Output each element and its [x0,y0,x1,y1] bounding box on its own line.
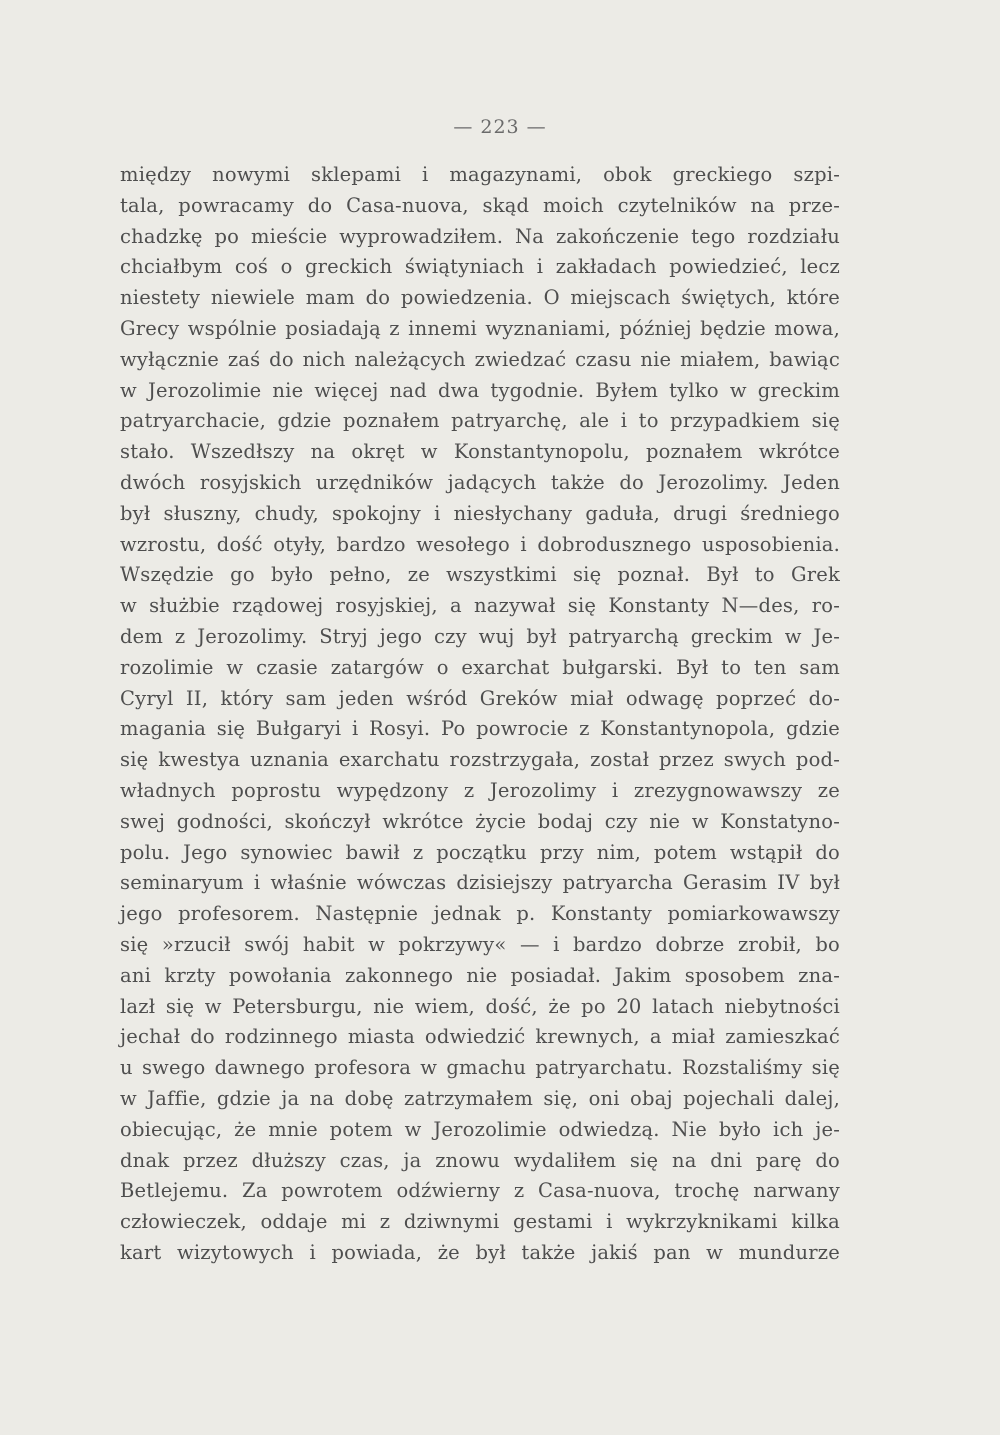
text-line: wzrostu, dość otyły, bardzo wesołego i dobrodusznego usposobienia. [120,532,840,556]
text-line: kart wizytowych i powiada, że był także jakiś pan w mundurze [120,1240,840,1264]
text-line: się »rzucił swój habit w pokrzywy« — i bardzo dobrze zrobił, bo [120,932,840,956]
text-line: polu. Jego synowiec bawił z początku przy nim, potem wstąpił do [120,840,840,864]
text-line: obiecując, że mnie potem w Jerozolimie odwiedzą. Nie było ich je- [120,1117,840,1141]
text-line: dem z Jerozolimy. Stryj jego czy wuj był patryarchą greckim w Je- [120,624,840,648]
text-line: niestety niewiele mam do powiedzenia. O miejscach świętych, które [120,286,840,310]
text-line: u swego dawnego profesora w gmachu patryarchatu. Rozstaliśmy się [120,1056,840,1080]
text-line: magania się Bułgaryi i Rosyi. Po powrocie z Konstantynopola, gdzie [120,717,840,741]
text-line: stało. Wszedłszy na okręt w Konstantynopolu, poznałem wkrótce [120,440,840,464]
text-line: rozolimie w czasie zatargów o exarchat bułgarski. Był to ten sam [120,655,840,679]
text-line: swej godności, skończył wkrótce życie bodaj czy nie w Konstatyno- [120,809,840,833]
text-line: się kwestya uznania exarchatu rozstrzygała, został przez swych pod- [120,748,840,772]
text-line: patryarchacie, gdzie poznałem patryarchę, ale i to przypadkiem się [120,409,840,433]
text-line: tala, powracamy do Casa-nuova, skąd moich czytelników na prze- [120,193,840,217]
text-line: wyłącznie zaś do nich należących zwiedzać czasu nie miałem, bawiąc [120,347,840,371]
page-number: — 223 — [453,116,547,138]
text-line: Cyryl II, który sam jeden wśród Greków miał odwagę poprzeć do- [120,686,840,710]
text-line: Betlejemu. Za powrotem odźwierny z Casa-nuova, trochę narwany [120,1179,840,1203]
text-line: dwóch rosyjskich urzędników jadących także do Jerozolimy. Jeden [120,470,840,494]
text-line: chciałbym coś o greckich świątyniach i zakładach powiedzieć, lecz [120,255,840,279]
text-line: w Jaffie, gdzie ja na dobę zatrzymałem się, oni obaj pojechali dalej, [120,1086,840,1110]
text-line: był słuszny, chudy, spokojny i niesłychany gaduła, drugi średniego [120,501,840,525]
text-line: jego profesorem. Następnie jednak p. Konstanty pomiarkowawszy [120,902,840,926]
text-line: lazł się w Petersburgu, nie wiem, dość, że po 20 latach niebytności [120,994,840,1018]
body-text [120,160,840,1269]
text-line: człowieczek, oddaje mi z dziwnymi gestami i wykrzyknikami kilka [120,1210,840,1234]
text-line: Wszędzie go było pełno, ze wszystkimi się poznał. Był to Grek [120,563,840,587]
text-line: jechał do rodzinnego miasta odwiedzić krewnych, a miał zamieszkać [120,1025,840,1049]
text-line: ani krzty powołania zakonnego nie posiadał. Jakim sposobem zna- [120,963,840,987]
text-line: seminaryum i właśnie wówczas dzisiejszy patryarcha Gerasim IV był [120,871,840,895]
text-line: między nowymi sklepami i magazynami, obok greckiego szpi- [120,163,840,186]
text-line: władnych poprostu wypędzony z Jerozolimy i zrezygnowawszy ze [120,778,840,802]
text-line: chadzkę po mieście wyprowadziłem. Na zakończenie tego rozdziału [120,224,840,248]
text-line: Grecy wspólnie posiadają z innemi wyznaniami, później będzie mowa, [120,316,840,340]
text-line: w Jerozolimie nie więcej nad dwa tygodnie. Byłem tylko w greckim [120,378,840,402]
text-line: w służbie rządowej rosyjskiej, a nazywał się Konstanty N—des, ro- [120,594,840,618]
text-line: dnak przez dłuższy czas, ja znowu wydaliłem się na dni parę do [120,1148,840,1172]
